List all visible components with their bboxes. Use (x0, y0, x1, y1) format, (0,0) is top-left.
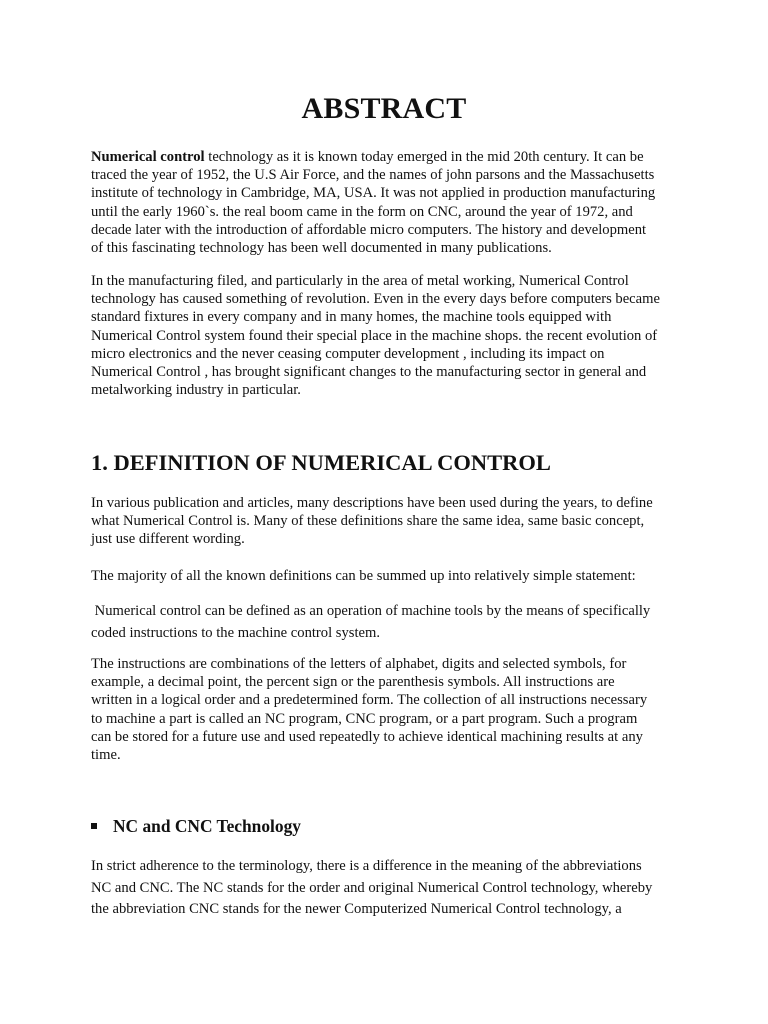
definition-paragraph-2 (91, 567, 691, 585)
paragraph-line: The majority of all the known definitions can be summed up into relatively simple statement: (91, 568, 636, 584)
paragraph-line: Numerical Control system found their special place in the machine shops. the recent evolution of (91, 327, 658, 344)
abstract-paragraph-1 (91, 148, 691, 257)
nc-cnc-paragraph (91, 856, 691, 921)
subsection-heading-text: NC and CNC Technology (113, 816, 301, 836)
definition-paragraph-4 (91, 655, 691, 764)
paragraph-line: micro electronics and the never ceasing computer development , including its impact on (91, 345, 605, 362)
paragraph-line: standard fixtures in every company and in many homes, the machine tools equipped with (91, 309, 612, 326)
paragraph-line: In the manufacturing filed, and particularly in the area of metal working, Numerical Control (91, 273, 629, 289)
abstract-paragraph-2 (91, 272, 691, 399)
subsection-heading (91, 816, 301, 837)
paragraph-line: can be stored for a future use and used repeatedly to achieve identical machining results at any (91, 728, 643, 745)
paragraph-line: the abbreviation CNC stands for the newer Computerized Numerical Control technology, a (91, 901, 622, 917)
paragraph-line: Numerical Control , has brought significant changes to the manufacturing sector in general and (91, 364, 647, 381)
definition-paragraph-1 (91, 494, 691, 549)
paragraph-line: technology has caused something of revolution. Even in the every days before computers became (91, 291, 660, 308)
paragraph-line: The instructions are combinations of the letters of alphabet, digits and selected symbols, for (91, 656, 627, 672)
paragraph-line: to machine a part is called an NC program, CNC program, or a part program. Such a program (91, 710, 638, 727)
paragraph-line: In various publication and articles, many descriptions have been used during the years, to define (91, 495, 653, 511)
paragraph-line: what Numerical Control is. Many of these definitions share the same idea, same basic concept, (91, 513, 645, 530)
paragraph-line: decade later with the introduction of affordable micro computers. The history and development (91, 221, 647, 238)
paragraph-line: NC and CNC. The NC stands for the order and original Numerical Control technology, whereby (91, 879, 653, 896)
paragraph-line: time. (91, 747, 121, 764)
paragraph-line (91, 148, 691, 166)
paragraph-line: written in a logical order and a predetermined form. The collection of all instructions necessary (91, 692, 648, 709)
bold-term: Numerical control (91, 149, 205, 165)
paragraph-line: In strict adherence to the terminology, there is a difference in the meaning of the abbreviations (91, 858, 642, 874)
paragraph-line: of this fascinating technology has been well documented in many publications. (91, 240, 552, 257)
paragraph-line: metalworking industry in particular. (91, 382, 301, 399)
line-text: technology as it is known today emerged in the mid 20th century. It can be (204, 149, 644, 165)
page-title: ABSTRACT (301, 92, 467, 125)
paragraph-line: Numerical control can be defined as an operation of machine tools by the means of specifically (91, 603, 651, 619)
paragraph-line: example, a decimal point, the percent sign or the parenthesis symbols. All instructions are (91, 674, 615, 691)
square-bullet-icon (91, 823, 97, 829)
paragraph-line: coded instructions to the machine control system. (91, 624, 380, 641)
definition-statement (91, 601, 691, 644)
paragraph-line: institute of technology in Cambridge, MA, USA. It was not applied in production manufacturing (91, 185, 656, 202)
paragraph-line: just use different wording. (91, 531, 245, 548)
paragraph-line: until the early 1960`s. the real boom came in the form on CNC, around the year of 1972, and (91, 203, 633, 220)
section-heading: 1. DEFINITION OF NUMERICAL CONTROL (91, 450, 551, 475)
paragraph-line: traced the year of 1952, the U.S Air Force, and the names of john parsons and the Massachusetts (91, 167, 655, 184)
